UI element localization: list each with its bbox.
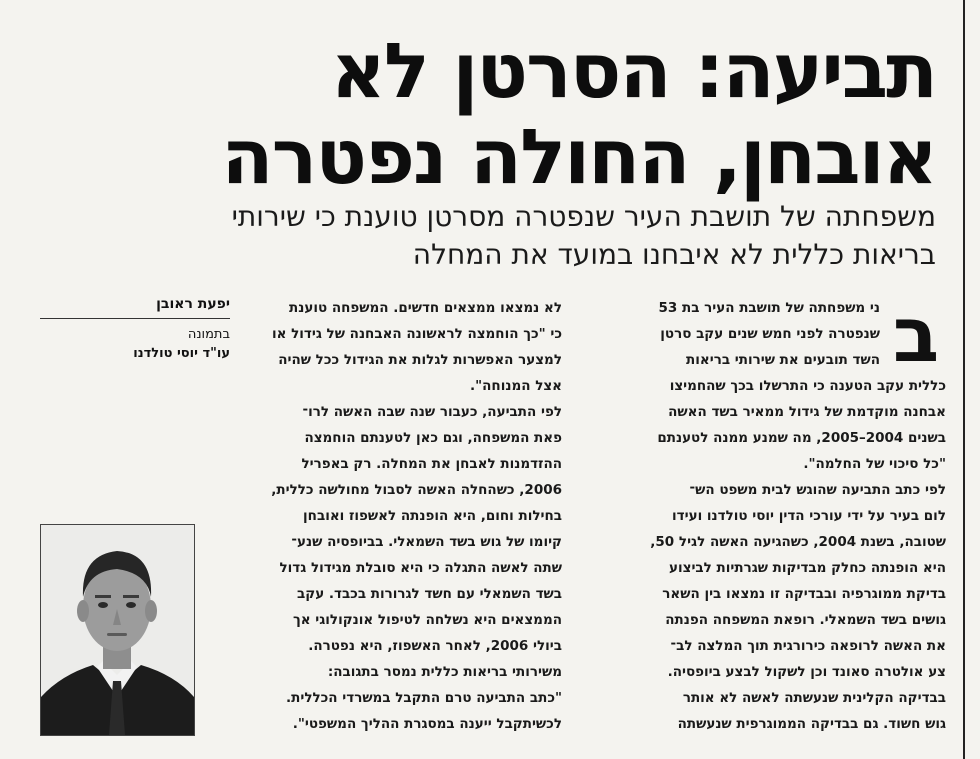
body-line: בשנים 2004–2005, מה שמנע ממנה לטענתם: [657, 430, 946, 446]
body-line: השד תובעים את שירותי בריאות: [686, 352, 880, 368]
body-line: גושים בשד השמאלי. רופאת המשפחה הפנתה: [665, 612, 946, 628]
byline: [40, 296, 230, 361]
body-line: ההזדמנות לאבחן את המחלה. רק באפריל: [301, 456, 562, 472]
headline: [106, 28, 936, 200]
body-line: ביולי 2006, לאחר האשפוז, היא נפטרה.: [308, 638, 562, 654]
subheadline-line-1: משפחתה של תושבת העיר שנפטרה מסרטן טוענת כי שירותי: [231, 200, 936, 233]
body-line: שנפטרה לפני חמש שנים עקב סרטן: [660, 326, 880, 342]
body-line: בבדיקה הקלינית שנעשתה לאשה לא אותר: [682, 690, 946, 706]
body-line: ני משפחתה של תושבת העיר בת 53: [658, 300, 880, 316]
body-line: למצער האפשרות לגלות את הגידול ככל שהיה: [278, 352, 562, 368]
body-line: 2006, כשהחלה האשה לסבול מחולשה כללית,: [271, 482, 562, 498]
body-line: "כתב התביעה טרם התקבל במשרדי הכללית.: [286, 690, 562, 706]
body-line: את האשה לרופאה כירורגית תוך המלצה לב־: [670, 638, 946, 654]
body-line: שתה לאשה התגלה כי היא סובלת מגידול גדול: [279, 560, 562, 576]
byline-author: יפעת ראובן: [40, 296, 230, 319]
body-line: שטובה, בשנת 2004, כשהגיעה האשה לגיל 50,: [650, 534, 946, 550]
portrait-photo: [40, 524, 195, 736]
article-column-middle: [222, 295, 562, 759]
column-rule: [963, 0, 965, 759]
subheadline-line-2: בריאות כללית לא איבחנו במועד את המחלה: [412, 238, 936, 271]
body-line: בשד השמאלי עם חשד לגרורות בכבד. עקב: [297, 586, 562, 602]
body-line: כללית עקב הטענה כי התרשלו בכך שהחמיצו: [669, 378, 946, 394]
body-line: כי "כך הוחמצה לראשונה האבחנה של גידול או: [271, 326, 562, 342]
drop-cap: ב: [892, 290, 940, 379]
body-line: "כל סיכוי של החלמה".: [803, 456, 946, 472]
body-line: אצל המנוחה".: [469, 378, 562, 394]
body-line: לכשיתקבל ייענה במסגרת ההליך המשפטי".: [292, 716, 562, 732]
body-line: בדיקת ממוגרפיה ובבדיקה זו נמצאו בין השאר: [662, 586, 946, 602]
body-line: לום בעיר על ידי עורכי הדין יוסי טולדנו ועידו: [672, 508, 946, 524]
photo-caption-label: בתמונה: [187, 327, 230, 342]
body-line: לפי התביעה, כעבור שנה שבה האשה לרו־: [302, 404, 562, 420]
body-line: קיומו של גוש בשד השמאלי. בביופסיה שנע־: [291, 534, 562, 550]
headline-line-1: תביעה: הסרטן לא: [330, 26, 936, 115]
body-line: לא נמצאו ממצאים חדשים. המשפחה טוענת: [288, 300, 562, 316]
article-column-right: [578, 290, 946, 759]
body-line: פאת המשפחה, וגם כאן לטענתם הוחמצה: [304, 430, 562, 446]
headline-line-2: אובחן, החולה נפטרה: [221, 112, 936, 201]
photo-caption-name: עו"ד יוסי טולדנו: [133, 346, 230, 361]
subheadline: [36, 198, 936, 274]
body-line: צע אולטרה סאונד וכן לשקול לבצע ביופסיה.: [667, 664, 946, 680]
body-line: היא הופנתה כחלק מבדיקות שגרתיות לביצוע: [669, 560, 946, 576]
portrait-illustration: [41, 525, 194, 735]
body-line: משירותי בריאות כללית נמסר בתגובה:: [327, 664, 562, 680]
body-line: בחילות וחום, היא הופנתה לאשפוז ואובחן: [303, 508, 562, 524]
body-line: אבחנה מוקדמת של גידול ממאיר בשד האשה: [668, 404, 946, 420]
body-line: גוש חשוד. גם בבדיקה הממוגרפית שנעשתה: [677, 716, 946, 732]
body-line: לפי כתב התביעה שהוגש לבית משפט הש־: [689, 482, 946, 498]
body-line: הממצאים היא נשלחה לטיפול אונקולוגי אך: [292, 612, 562, 628]
